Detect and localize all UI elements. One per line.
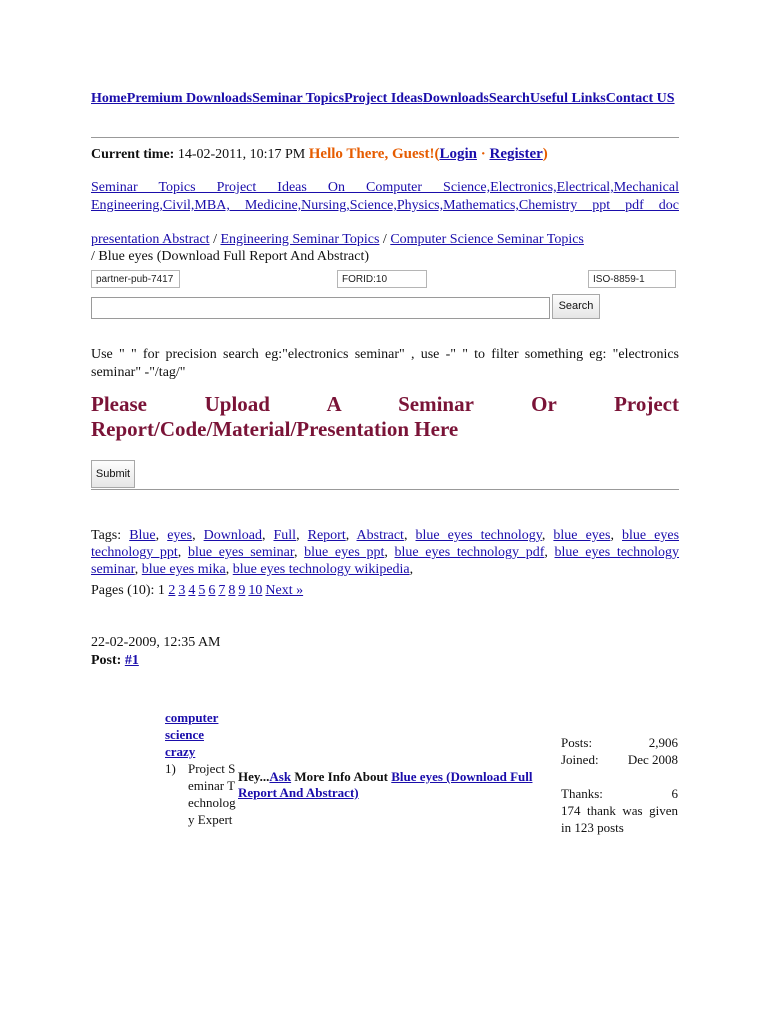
thanks-detail: 174 thank was given in 123 posts <box>561 803 678 835</box>
submit-button[interactable]: Submit <box>91 460 135 488</box>
tags-list: Tags: Blue, eyes, Download, Full, Report, Abstract, blue eyes technology, blue eyes, blue eyes technology ppt, blue eyes seminar, blue eyes ppt, blue eyes technology pdf, blue eyes technology seminar, blue eyes mika, blue eyes technology wikipedia, <box>91 528 680 577</box>
page-link[interactable]: 8 <box>228 583 236 598</box>
page-link[interactable]: 2 <box>168 583 176 598</box>
nav-premium-downloads[interactable]: Premium Downloads <box>126 91 253 106</box>
nav-project-ideas[interactable]: Project Ideas <box>344 91 423 106</box>
tag-link[interactable]: blue eyes <box>553 528 611 543</box>
nav-seminar-topics[interactable]: Seminar Topics <box>252 91 345 106</box>
post-number: Post: #1 <box>91 653 139 668</box>
tag-link[interactable]: Full <box>273 528 297 543</box>
author-stats <box>561 734 678 836</box>
posts-stat: Posts: 2,906 <box>561 735 678 750</box>
tag-link[interactable]: blue eyes technology <box>415 528 542 543</box>
current-time-value: 14-02-2011, 10:17 PM <box>177 147 306 162</box>
tag-link[interactable]: eyes <box>167 528 193 543</box>
breadcrumb-item[interactable]: Engineering Seminar Topics <box>220 232 380 247</box>
page-link[interactable]: 3 <box>178 583 186 598</box>
nav-contact-us[interactable]: Contact US <box>605 91 675 106</box>
post-permalink[interactable]: #1 <box>124 653 139 668</box>
next-page-link[interactable]: Next » <box>265 583 304 598</box>
page-link[interactable]: 5 <box>198 583 206 598</box>
breadcrumb-current: Blue eyes (Download Full Report And Abstract) <box>98 249 370 264</box>
nav-home[interactable]: Home <box>91 91 127 106</box>
hidden-field-forid[interactable]: FORID:10 <box>337 270 427 288</box>
tags-label: Tags: <box>91 528 122 543</box>
tag-link[interactable]: blue eyes technology wikipedia <box>232 562 410 577</box>
tag-link[interactable]: Download <box>203 528 262 543</box>
top-navigation <box>91 90 679 108</box>
current-page: 1 <box>157 583 165 598</box>
nav-useful-links[interactable]: Useful Links <box>529 91 606 106</box>
post-author <box>165 709 223 760</box>
upload-heading: Please Upload A Seminar Or Project Report/Code/Material/Presentation Here <box>91 392 679 441</box>
rank-number: 1) <box>165 761 176 776</box>
current-time-bar <box>91 145 548 164</box>
site-tagline <box>91 179 679 215</box>
pagination <box>91 582 306 599</box>
search-button[interactable]: Search <box>552 294 600 319</box>
search-hint: Use " " for precision search eg:"electronics seminar" , use -" " to filter something eg: "electronics seminar" -"/tag/" <box>91 347 679 380</box>
page-link[interactable]: 10 <box>248 583 263 598</box>
post-date: 22-02-2009, 12:35 AM <box>91 635 221 650</box>
tag-link[interactable]: blue eyes ppt <box>304 545 385 560</box>
site-tagline-link[interactable]: Seminar Topics Project Ideas On Computer Science,Electronics,Electrical,Mechanical Engineering,Civil,MBA, Medicine,Nursing,Science,Physics,Mathematics,Chemistry ppt pdf doc <box>91 180 679 213</box>
breadcrumb-item[interactable]: Computer Science Seminar Topics <box>390 232 584 247</box>
tag-link[interactable]: Blue <box>129 528 156 543</box>
topic-link[interactable]: Blue eyes (Download Full Report And Abstract) <box>238 769 533 800</box>
nav-downloads[interactable]: Downloads <box>422 91 489 106</box>
tag-link[interactable]: blue eyes technology ppt <box>91 528 680 560</box>
tag-link[interactable]: Report <box>307 528 346 543</box>
divider <box>91 489 679 490</box>
hidden-field-charset[interactable]: ISO-8859-1 <box>588 270 676 288</box>
register-link[interactable]: Register <box>489 146 543 162</box>
nav-search[interactable]: Search <box>488 91 530 106</box>
tag-link[interactable]: blue eyes seminar <box>187 545 294 560</box>
page-link[interactable]: 9 <box>238 583 246 598</box>
page-link[interactable]: 6 <box>208 583 216 598</box>
joined-stat: Joined: Dec 2008 <box>561 752 678 767</box>
search-input[interactable] <box>91 297 550 319</box>
breadcrumb: presentation Abstract / Engineering Seminar Topics / Computer Science Seminar Topics / Blue eyes (Download Full Report And Abstract) <box>91 232 584 264</box>
tag-link[interactable]: blue eyes mika <box>141 562 226 577</box>
post-message: Hey...Ask More Info About Blue eyes (Download Full Report And Abstract) <box>238 769 533 800</box>
ask-link[interactable]: Ask <box>269 769 292 784</box>
hidden-field-partner[interactable]: partner-pub-7417 <box>91 270 180 288</box>
breadcrumb-item[interactable]: presentation Abstract <box>91 232 210 247</box>
page-link[interactable]: 4 <box>188 583 196 598</box>
tag-link[interactable]: blue eyes technology seminar <box>91 545 680 577</box>
page-link[interactable]: 7 <box>218 583 226 598</box>
thanks-stat: Thanks: 6 <box>561 786 678 801</box>
divider <box>91 137 679 138</box>
tag-link[interactable]: Abstract <box>356 528 404 543</box>
pagination-label: Pages (10): <box>91 583 155 598</box>
author-link[interactable]: computer science crazy <box>165 710 219 759</box>
current-time-label: Current time: <box>91 147 175 162</box>
login-link[interactable]: Login <box>439 146 477 162</box>
rank-title: Project Seminar Technology Expert <box>188 761 236 827</box>
greeting: Hello There, Guest!(Login · Register) <box>308 146 548 162</box>
tag-link[interactable]: blue eyes technology pdf <box>394 545 545 560</box>
spacer <box>561 768 678 785</box>
